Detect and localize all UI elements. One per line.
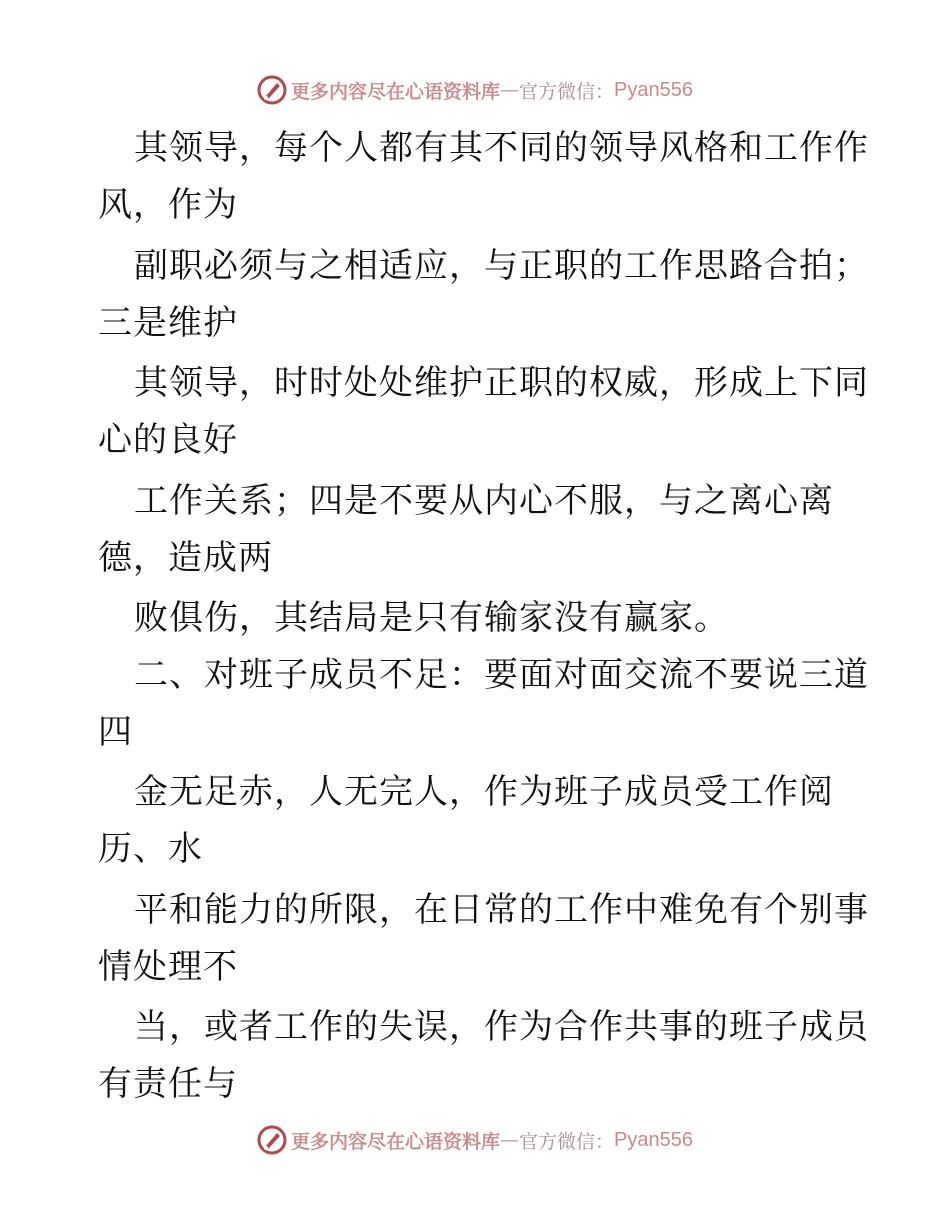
text-line: 三是维护 xyxy=(98,303,238,343)
pen-logo-icon xyxy=(257,1125,287,1155)
footer-watermark xyxy=(0,1122,950,1158)
watermark-official: 官方微信： xyxy=(519,1130,615,1153)
text-line: 四 xyxy=(98,712,133,752)
watermark-wechat-id: Pyan556 xyxy=(614,78,693,101)
watermark-official: 官方微信： xyxy=(519,80,615,103)
text-line: 情处理不 xyxy=(98,947,238,987)
text-line: 其领导，每个人都有其不同的领导风格和工作作 xyxy=(134,128,869,168)
text-line: 有责任与 xyxy=(98,1064,238,1104)
text-line: 金无足赤，人无完人，作为班子成员受工作阅 xyxy=(134,772,834,812)
watermark-dash: — xyxy=(500,1129,520,1151)
text-line: 德，造成两 xyxy=(98,538,273,578)
text-line: 其领导，时时处处维护正职的权威，形成上下同 xyxy=(134,363,869,403)
text-line: 心的良好 xyxy=(98,420,238,460)
pen-logo-icon xyxy=(257,75,287,105)
watermark-text: 更多内容尽在心语资料库 xyxy=(291,1130,501,1153)
header-watermark xyxy=(0,72,950,108)
text-line: 工作关系；四是不要从内心不服，与之离心离 xyxy=(134,481,834,521)
text-line: 当，或者工作的失误，作为合作共事的班子成员 xyxy=(134,1007,869,1047)
text-line: 平和能力的所限，在日常的工作中难免有个别事 xyxy=(134,890,869,930)
text-line: 历、水 xyxy=(98,829,203,869)
text-line: 败俱伤，其结局是只有输家没有赢家。 xyxy=(134,598,729,638)
watermark-text: 更多内容尽在心语资料库 xyxy=(291,80,501,103)
text-line: 二、对班子成员不足：要面对面交流不要说三道 xyxy=(134,655,869,695)
watermark-wechat-id: Pyan556 xyxy=(614,1128,693,1151)
watermark-dash: — xyxy=(500,79,520,101)
text-line: 副职必须与之相适应，与正职的工作思路合拍； xyxy=(134,246,869,286)
text-line: 风，作为 xyxy=(98,185,238,225)
